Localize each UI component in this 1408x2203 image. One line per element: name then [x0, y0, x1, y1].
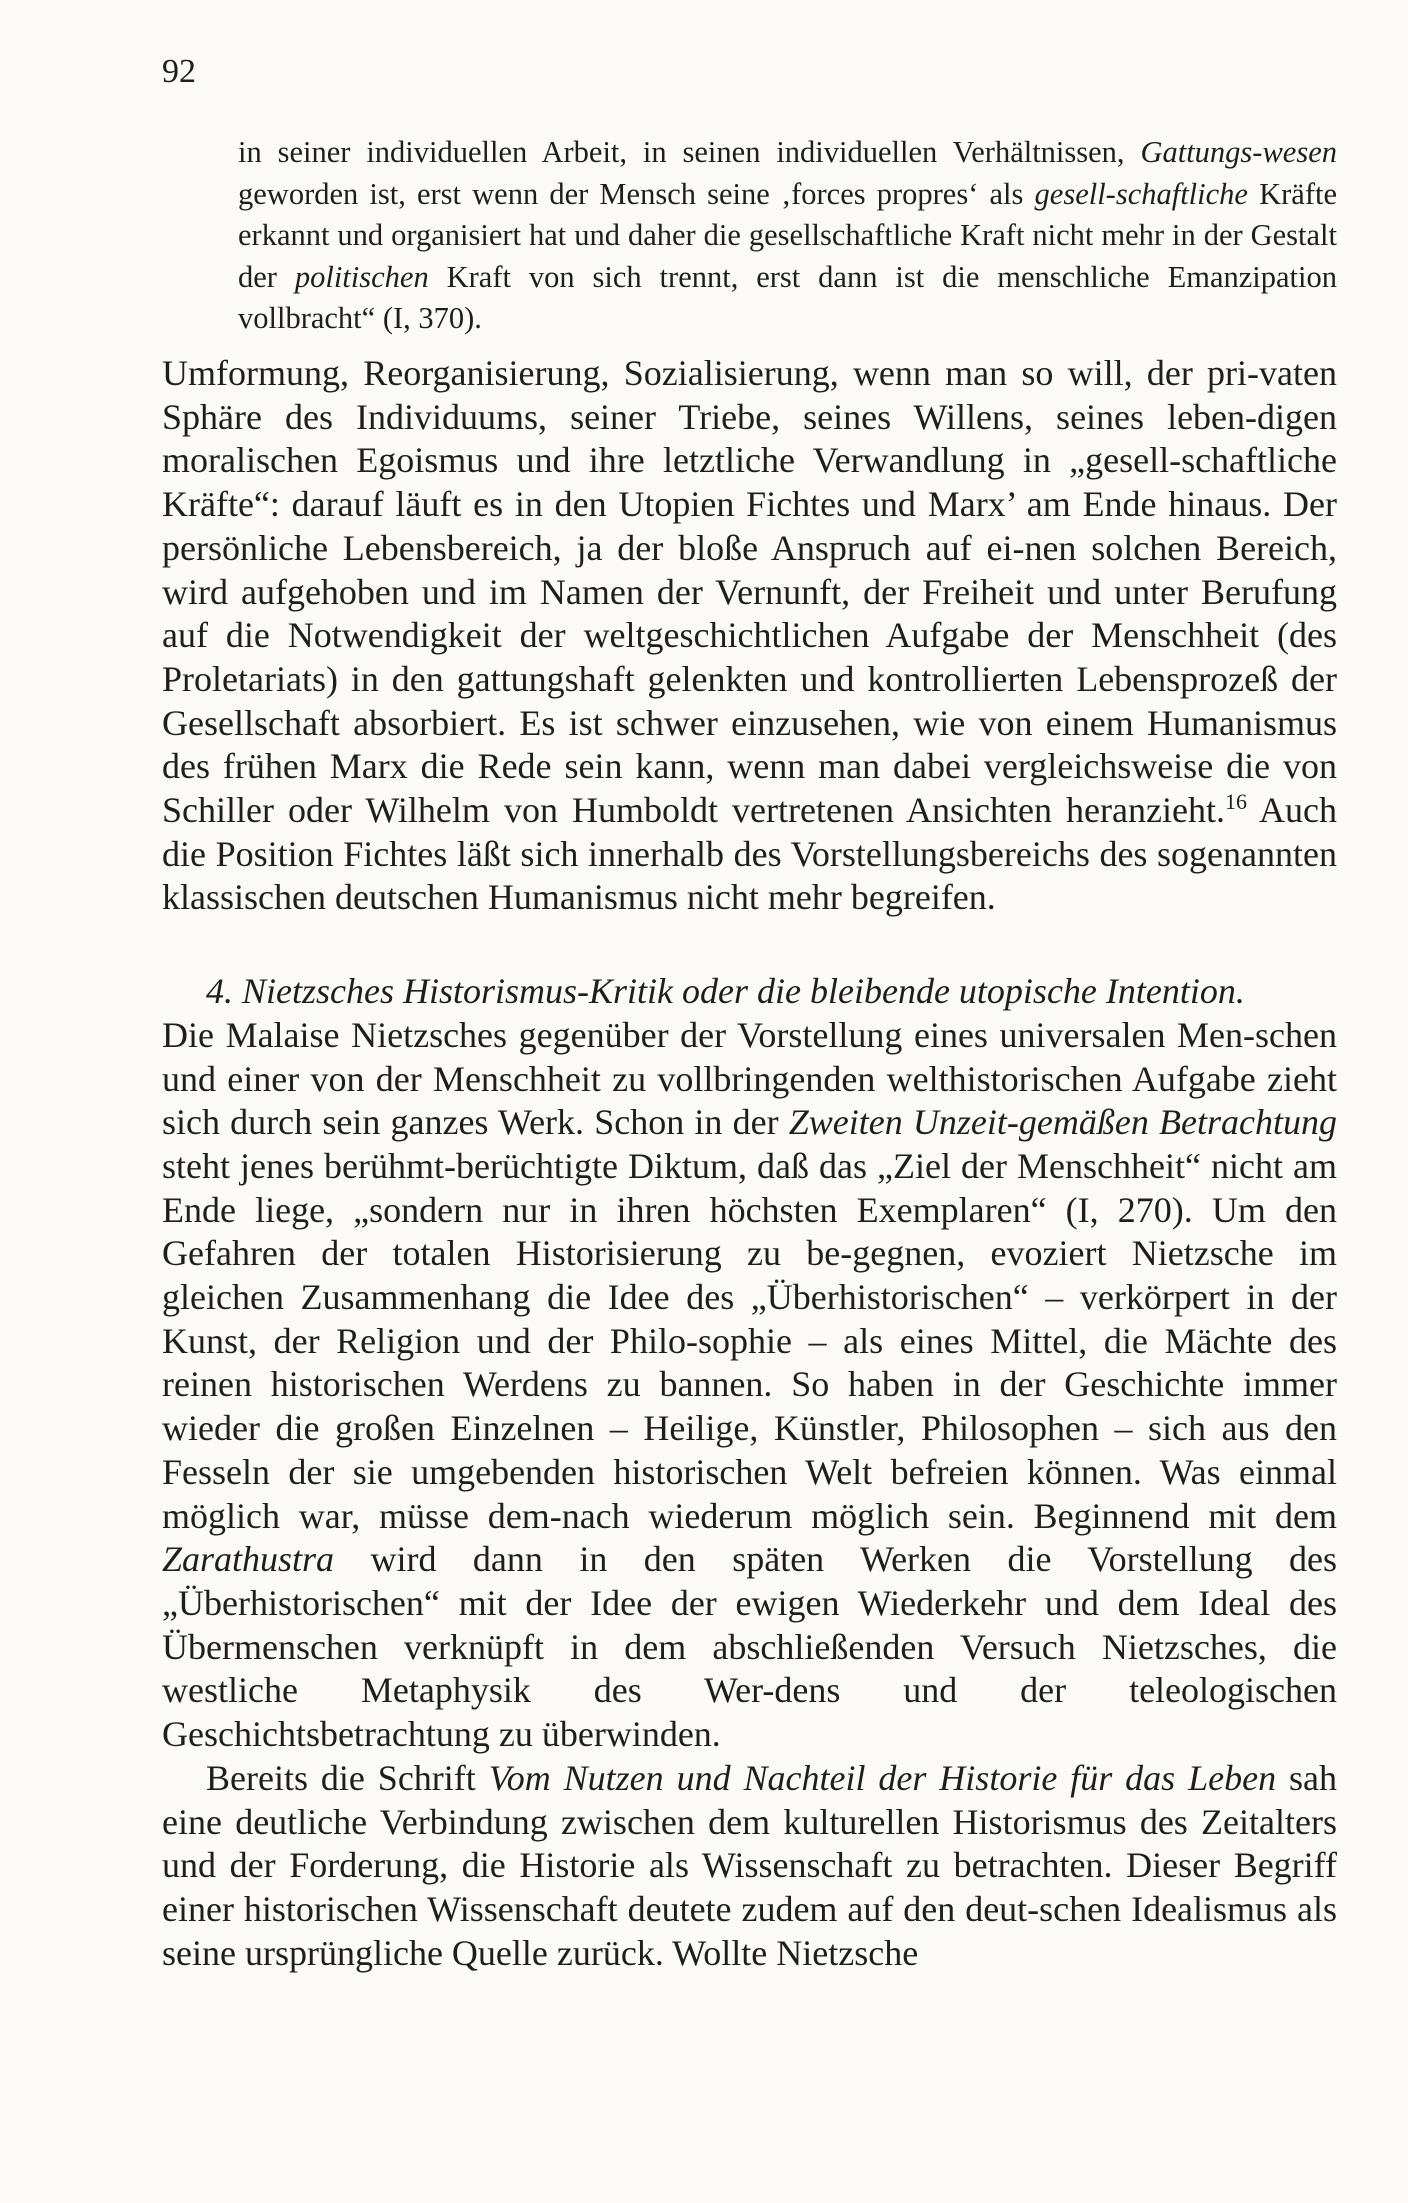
paragraph-text: Umformung, Reorganisierung, Sozialisierung, wenn man so will, der pri-vaten Sphäre des Individuums, seiner Triebe, seines Willens, seines leben-digen moralischen Egoismus und ihre letztliche Verwandlung in „gesell-schaftliche Kräfte“: darauf läuft es in den Utopien Fichtes und Marx’ am Ende hinaus. Der persönliche Lebensbereich, ja der bloße Anspruch auf ei-nen solchen Bereich, wird aufgehoben und im Namen der Vernunft, der Freiheit und unter Berufung auf die Notwendigkeit der weltgeschichtlichen Aufgabe der Menschheit (des Proletariats) in den gattungshaft gelenkten und kontrollierten Lebensprozeß der Gesellschaft absorbiert. Es ist schwer einzusehen, wie von einem Humanismus des frühen Marx die Rede sein kann, wenn man dabei vergleichsweise die von Schiller oder Wilhelm von Humboldt vertretenen Ansichten heranzieht. [162, 353, 1337, 831]
footnote-reference: 16 [1224, 789, 1247, 815]
main-text [162, 352, 1337, 1975]
paragraph-text-continued: Auch die Position Fichtes läßt sich innerhalb des Vorstellungsbereichs des sogenannten klassischen deutschen Humanismus nicht mehr begreifen. [162, 790, 1337, 918]
paragraph-umformung [162, 352, 1337, 920]
block-quote: in seiner individuellen Arbeit, in seinen individuellen Verhältnissen, Gattungs-wesen geworden ist, erst wenn der Mensch seine ‚forces propres‘ als gesell-schaftliche Kräfte erkannt und organisiert hat und daher die gesellschaftliche Kraft nicht mehr in der Gestalt der politischen Kraft von sich trennt, erst dann ist die menschliche Emanzipation vollbracht“ (I, 370). [238, 135, 1337, 335]
section-4-paragraph [162, 970, 1337, 1757]
section-heading: 4. Nietzsches Historismus-Kritik oder die bleibende utopische Intention. [206, 971, 1245, 1012]
paragraph-bereits: Bereits die Schrift Vom Nutzen und Nachteil der Historie für das Leben sah eine deutliche Verbindung zwischen dem kulturellen Historismus des Zeitalters und der Forderung, die Historie als Wissenschaft zu betrachten. Dieser Begriff einer historischen Wissenschaft deutete zudem auf den deut-schen Idealismus als seine ursprüngliche Quelle zurück. Wollte Nietzsche [162, 1757, 1338, 1973]
page-number: 92 [162, 53, 196, 90]
section-4-text: Die Malaise Nietzsches gegenüber der Vorstellung eines universalen Men-schen und einer von der Menschheit zu vollbringenden welthistorischen Aufgabe zieht sich durch sein ganzes Werk. Schon in der Zweiten Unzeit-gemäßen Betrachtung steht jenes berühmt-berüchtigte Diktum, daß das „Ziel der Menschheit“ nicht am Ende liege, „sondern nur in ihren höchsten Exemplaren“ (I, 270). Um den Gefahren der totalen Historisierung zu be-gegnen, evoziert Nietzsche im gleichen Zusammenhang die Idee des „Überhistorischen“ – verkörpert in der Kunst, der Religion und der Philo-sophie – als eines Mittel, die Mächte des reinen historischen Werdens zu bannen. So haben in der Geschichte immer wieder die großen Einzelnen – Heilige, Künstler, Philosophen – sich aus den Fesseln der sie umgebenden historischen Welt befreien können. Was einmal möglich war, müsse dem-nach wiederum möglich sein. Beginnend mit dem Zarathustra wird dann in den späten Werken die Vorstellung des „Überhistorischen“ mit der Idee der ewigen Wiederkehr und dem Ideal des Übermenschen verknüpft in dem abschließenden Versuch Nietzsches, die westliche Metaphysik des Wer-dens und der teleologischen Geschichtsbetrachtung zu überwinden. [162, 1014, 1338, 1755]
